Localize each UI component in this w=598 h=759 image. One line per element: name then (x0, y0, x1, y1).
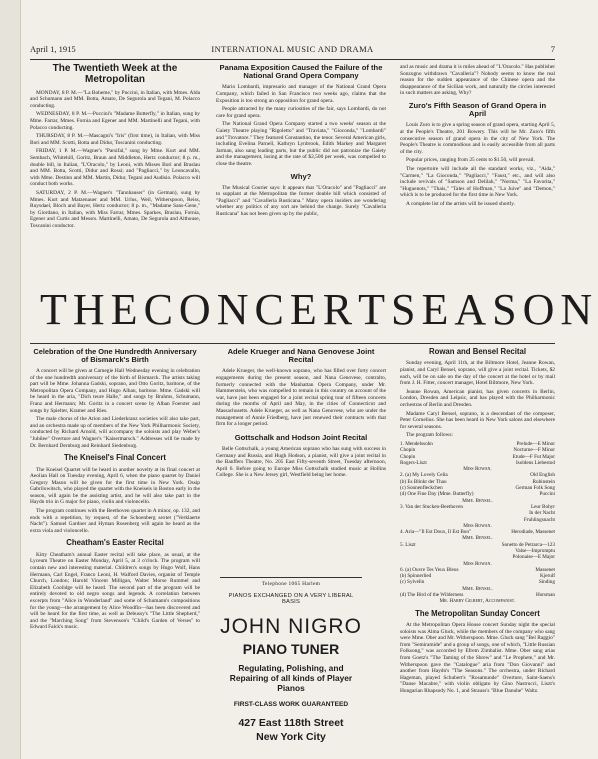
program-work: (c) Sylvelin (400, 579, 425, 586)
binding-margin (0, 0, 21, 759)
ad-guarantee: FIRST-CLASS WORK GUARANTEED (233, 701, 349, 708)
article-paragraph: The National Grand Opera Company started a two weeks' season at the Gaiety Theatre playing "Rigoletto" and "Traviata," "Gioconda," "Lombardi" and "Trovatore." They featured Constantino, the tenor. Several American girls, including Evelina Parnell, Kathryn Lynbrook, Edith Markey and Margaret Jarman, also sang leading parts, but the public did not patronize the Gaiety and the management, losing at the rate of $2,500 per week, was compelled to close the theatre. (216, 121, 386, 167)
banner-letter: H (72, 284, 111, 334)
article-title: Cheatham's Easter Recital (66, 538, 164, 548)
program-composer: Nocturne—F Minor (513, 447, 555, 454)
article-paragraph: At the Metropolitan Opera House concert Sunday night the special soloists was Alma Gluck, while the members of the company who sang were Mme. Ober and Mr. Witherspoon. Mme. Gluck sang "Bel Raggio" from "Semiramide" and a group of songs, one of which, "Little Russian Folksong," was accorded by Efrem Zimbalist. Mme. Ober sang arias from Goetz's "The Taming of the Shrew" and "Le Prophete," and Mr. Witherspoon gave the "Catalogue" aria from "Don Giovanni" and another from Haydn's "The Seasons." The orchestra, under Richard Hageman, played Schubert's "Rosamunde" Overture, Saint-Saens's "Danse Macabre," with violin obligato by Gino Nastrucci, Liszt's Hungarian Rhapsody No. 1, and Strauss's "Blue Danube" Waltz. (400, 622, 555, 694)
program-composer: Old English (530, 472, 555, 479)
article-paragraph: Jeanne Rowan, American pianist, has given concerts in Berlin, London, Dresden and Leipsic, and has played with the Philharmonic orchestras of Berlin and Dresden. (400, 388, 555, 408)
article-paragraph: Popular prices, ranging from 25 cents to $1.50, will prevail. (406, 157, 535, 164)
program-work: Chopin (400, 447, 416, 454)
article-paragraph: SATURDAY, 2 P. M.—Wagner's "Tannhauser" (in German), sung by Mmes. Kurt and Matzenauer and MM. Urlus, Weil, Witherspoon, Reiss, Ruysdael, Bloch and Bayer, Hertz conductor; 8 p. m., "Madame Sans-Gene," by Giordano, in Italian, with Miss Farrar, Mmes. Sparkes, Braslau, Fornia, Egener and Curtis and Messrs. Martinelli, Amato, De Segurola and Althouse, Toscanini conductor. (30, 189, 200, 229)
ad-rule (220, 577, 362, 578)
ad-tagline: PIANOS EXCHANGED ON A VERY LIBERAL BASIS (228, 593, 354, 605)
program-composer: Prelude—E Minor (516, 440, 555, 447)
article-paragraph: Mario Lombardi, impresario and manager of the National Grand Opera Company, which failed in San Francisco two weeks ago, claims that the Exposition is too strong an opposition for grand opera. (216, 84, 386, 104)
article-title: Rowan and Bensel Recital (428, 347, 527, 356)
banner-letter: C (254, 284, 290, 334)
recital-program (400, 441, 555, 605)
program-work: (b) Es Blinkt der Thau (400, 478, 447, 485)
banner-letter: E (110, 284, 144, 334)
program-composer: Rubinstein (532, 478, 555, 485)
article-panama (216, 64, 386, 279)
article-zuro (400, 64, 555, 279)
article-paragraph: Adele Krueger, the well-known soprano, who has filled over forty concert engagements during the present season, and Nana Genovese, contralto, formerly connected with the Manhattan Opera Company, under Mr. Hammerstein, who was compelled to remain in this country on account of the war, have just been engaged for a joint recital spring tour of fifteen concerts during the months of April and May, in the cities of Connecticut and Massachusetts. Adele Krueger, as well as Nana Genovese, who are under the management of Annie Friedberg, have just renewed their contracts with that firm for a longer period. (216, 368, 386, 428)
banner-letter: N (216, 284, 255, 334)
article-paragraph: WEDNESDAY, 8 P. M.—Puccini's "Madame Butterfly," in Italian, sung by Mme. Farrar, Mmes. Fornia and Egener and MM. Martinelli and Tegani, with Polacco conducting. (30, 111, 200, 131)
program-work: (d) One Fine Day (Mme. Butterfly) (400, 491, 474, 498)
program-work: Rogers-Liszt (400, 459, 427, 466)
program-composer: Kjerulf (540, 573, 555, 580)
article-paragraph: The Kneisel Quartet will be heard in another novelty at its final concert at Aeolian Hall on Tuesday evening, April 6, when the piano quartet by Daniel Gregory Mason will be given for the first time in New York. Ossip Gabrilowitsch, who played the quartet with the Kneisels in Boston early in the season, will again be the assisting artist, and he will also take part in the Haydn trio in G major for piano, violin and violoncello. (30, 466, 200, 506)
article-paragraph: The male chorus of the Arion and Liederkranz societies will also take part, and an orchestra made up of members of the New York Philharmonic Society, conducted by Richard Arnold, will accompany the soloists and play Weber's "Jubilee" Overture and Wagner's "Kaisermarsch." Addresses will be made by Dr. Bernhard Dernburg and Reinhard Siedenburg. (30, 416, 200, 449)
program-performer: Miss Rowan. (463, 522, 492, 529)
program-work: 4. Aria—"Il Est Doux, Il Est Bon" (400, 529, 472, 536)
article-title: The Metropolitan Sunday Concert (415, 608, 540, 618)
program-composer: Herodiade, Massenet (511, 529, 555, 536)
concert-season-banner (40, 284, 598, 334)
bottom-middle-column (216, 348, 386, 573)
program-performer: Mme. Bensel. (462, 585, 493, 592)
program-performer: Mme. Bensel. (462, 497, 493, 504)
banner-letter: T (358, 284, 391, 334)
article-paragraph: Louis Zuro is to give a spring season of grand opera, starting April 5, at the People's Theatre, 201 Bowery. This will be Mr. Zuro's fifth consecutive season of grand opera in the city of New York. The People's Theatre is commodious and is easily accessible from all parts of the city. (400, 122, 555, 155)
program-composer: German Folk Song (515, 485, 555, 492)
banner-letter: O (522, 284, 561, 334)
banner-letter: A (454, 284, 493, 334)
banner-letter: E (289, 284, 323, 334)
bottom-left-column (30, 348, 200, 756)
article-paragraph: Madame Caryl Bensel, soprano, is a descendant of the composer, Peter Cornelius. She has been heard in New York salons and elsewhere for several seasons. (400, 410, 555, 430)
program-composer: In der Nacht (529, 510, 555, 517)
program-composer: Puccini (539, 491, 555, 498)
program-performer: Miss Rowan. (463, 466, 492, 473)
ad-address-city: New York City (256, 731, 326, 743)
article-title: Celebration of the One Hundredth Anniversary of Bismarck's Birth (33, 347, 197, 364)
publication-title: INTERNATIONAL MUSIC AND DRAMA (211, 44, 374, 54)
banner-letter: R (322, 284, 359, 334)
program-composer: Sinding (538, 579, 555, 586)
program-composer: Massenet (535, 566, 555, 573)
ad-services: Regulating, Polishing, and Repairing of all kinds of Player Pianos (229, 663, 353, 693)
program-work: (b) Spinnerlied (400, 573, 432, 580)
program-composer: Horsman (535, 592, 555, 599)
program-work: (c) Sonnenfleckchen (400, 485, 443, 492)
article-title: Zuro's Fifth Season of Grand Opera in April (408, 100, 547, 119)
piano-tuner-advertisement (220, 577, 362, 755)
article-title: The Twentieth Week at the Metropolitan (52, 63, 178, 85)
article-paragraph: The program continues with the Beethoven quartet in A minor, op. 132, and ends with a repetition, by request, of the Schoenberg sextet ("Verklaerte Nacht"). Samuel Gardner and Hyman Rosenberg will again be heard as the extra viola and violoncello. (30, 508, 200, 534)
banner-letter: O (178, 284, 217, 334)
program-work: 6. (a) Ouvre Tes Yeux Bleus (400, 566, 459, 573)
ad-address-street: 427 East 118th Street (238, 717, 344, 729)
program-work: (d) The Bird of the Wilderness (400, 592, 464, 599)
bottom-right-column (400, 348, 555, 756)
article-paragraph: FRIDAY, 1 P. M.—Wagner's "Parsifal," sung by Mme. Kurt and MM. Sembach, Whitehill, Goritz, Braun and Middleton, Hertz conductor; 8 p. m., double bill, in Italian, "L'Oracolo," by Leoni, with Misses Bori and Braslau and MM. Botta, Scotti, Didur and Rossi; and "Pagliacci," by Leoncavallo, with Mme. Destinn and MM. Martin, Didur, Tegani and Audisio. Polacco will conduct both works. (30, 148, 200, 188)
article-title: Why? (290, 171, 312, 181)
article-title: The Kneisel's Final Concert (64, 453, 166, 463)
article-paragraph: THURSDAY, 8 P. M.—Mascagni's "Iris" (first time), in Italian, with Miss Bori and MM. Scotti, Botta and Didur, Toscanini conducting. (30, 133, 200, 146)
program-work: 3. Van der Stucken-Beethoven (400, 503, 464, 510)
article-paragraph: and as music and drama it is miles ahead of "L'Oracolo." Has publisher Sonzogno withdrawn "Cavalleria"? Nobody seems to know the real reason for the sudden appearance of the Chinese opera and the disappearance of the Sicilian work, and naturally the circles interested in such matters are asking, Why? (400, 64, 555, 97)
banner-letter: S (390, 284, 422, 334)
program-performer: Mr. Harry Gilbert, Accompanist. (439, 598, 516, 605)
article-paragraph: A complete list of the artists will be issued shortly. (406, 200, 515, 207)
article-title: Adele Krueger and Nana Genovese Joint Recital (227, 347, 375, 365)
issue-date: April 1, 1915 (30, 44, 76, 54)
program-composer: Leur Bohyr (530, 503, 555, 510)
program-work: Chopin (400, 453, 416, 460)
article-paragraph: Kitty Cheatham's annual Easter recital will take place, as usual, at the Lyceum Theatre on Easter Monday, April 5, at 3 o'clock. The program will contain new and interesting material. Children's songs by Hugo Wolf, Hans Hermann, Carl Engel, Franco Leoni, H. Walford Davies, organist of Temple Church, London; Harold Vincent Milligan, Walter Morse Rummel and Elizabeth Coolidge will be heard. The second part of the program will be entirely devoted to old negro songs and legends. A correlation between excerpts from "Alice in Wonderland" and some of Schumann's compositions for the young—the arrangement by Alice Woodfin—has been discovered and will be heard for the first time, as well as Debussy's "The Little Shepherd," and the "Marching Song" from Stevenson's "Child's Garden of Verses" to Edward Falck's music. (30, 551, 200, 631)
article-met-week (30, 64, 200, 279)
article-paragraph: The Musical Courier says: It appears that "L'Oracolo" and "Pagliacci" are to supplant at the Metropolitan the former double bill which consisted of "Pagliacci" and "Cavalleria Rusticana." Many opera insiders are wondering whether any politics of any sort are behind the change. Surely "Cavalleria Rusticana" has not been given up by the public, (216, 184, 386, 218)
program-performer: Mme. Bensel. (462, 535, 493, 542)
page-number: 7 (550, 44, 555, 54)
program-work: 5. Liszt (400, 541, 416, 548)
article-paragraph: People attracted by the many curiosities of the fair, says Lombardi, do not care for grand opera. (216, 106, 386, 119)
ad-trade: PIANO TUNER (242, 641, 340, 657)
banner-letter: E (421, 284, 455, 334)
page-header (30, 44, 555, 56)
article-paragraph: A concert will be given at Carnegie Hall Wednesday evening in celebration of the one hundredth anniversary of the birth of Bismarck. The artists taking part will be Mme. Johanna Gadski, soprano, and Otto Goritz, baritone, of the Metropolitan Opera Company, and Hugo Alban, baritone. Mme. Gadski will be heard in the aria, "Dich teure Halle," and songs by Brahms, Schumann, Franz and Hermann; Mr. Goritz in a concert scene by Alban Foerster and songs by Spielter, Kramer and Ries. (30, 367, 200, 414)
banner-letter: S (492, 284, 523, 334)
article-paragraph: MONDAY, 8 P. M.—"La Boheme," by Puccini, in Italian, with Mmes. Alda and Schumann and MM. Botta, Amato, De Segurola and Tegani, M. Polacco conducting. (30, 89, 200, 109)
article-paragraph: Belle Gottschalk, a young American soprano who has sung with success in Germany and Russia, and Hugh Hodson, a pianist, will give a joint recital in the Banffers Theatre, No. 205 East Fifty-seventh Street, Tuesday afternoon, April 6. Before going to Europe Miss Gottschalk studied music at Hollins College. She is a New Jersey girl, Westfield being her home. (216, 445, 386, 479)
program-composer: Sonetto de Petrarca—123 (501, 541, 555, 548)
article-paragraph: Sunday evening, April 11th, at the Biltmore Hotel, Jeanne Rowan, pianist, and Caryl Bensel, soprano, will give a joint recital. Tickets, $2 each, will be on sale on the day of the concert at the hotel or by mail from J. H. Fitter, concert manager, Hotel Biltmore, New York. (400, 360, 555, 387)
program-work: 2. (a) My Lovely Celia (400, 472, 448, 479)
banner-letter: C (143, 284, 179, 334)
article-title: Gottschalk and Hodson Joint Recital (234, 432, 368, 442)
ad-name: JOHN NIGRO (220, 615, 362, 638)
banner-rule (30, 343, 555, 344)
program-composer: Fruhlingsnacht (523, 516, 555, 523)
article-paragraph: The repertoire will include all the standard works, viz., "Aida," "Carmen," "La Gioconda," "Pagliacci," "Faust," etc., and will also include revivals of "Samson and Delilah," "Norma," "La Favorita," "Huguenots," "Thais," "Tales of Hoffman," "La Juive" and "Demon," which is to be produced for the first time in New York. (400, 165, 555, 199)
banner-letter: N (560, 284, 598, 334)
program-composer: Isoldens Liebestod (515, 459, 555, 466)
program-work: 1. Mendelssohn (400, 440, 433, 447)
program-performer: Miss Rowan. (463, 560, 492, 567)
ad-telephone: Telephone 1065 Harlem (261, 581, 321, 587)
banner-letter: T (40, 284, 73, 334)
article-title: Panama Exposition Caused the Failure of the National Grand Opera Company (219, 63, 383, 81)
program-composer: Polonaise—E Major (512, 554, 555, 561)
program-composer: Valse—Impromptu (515, 547, 555, 554)
header-rule (30, 59, 555, 60)
program-composer: Etude—F Fut Major (512, 453, 555, 460)
program-intro: The program follows: (406, 432, 454, 439)
